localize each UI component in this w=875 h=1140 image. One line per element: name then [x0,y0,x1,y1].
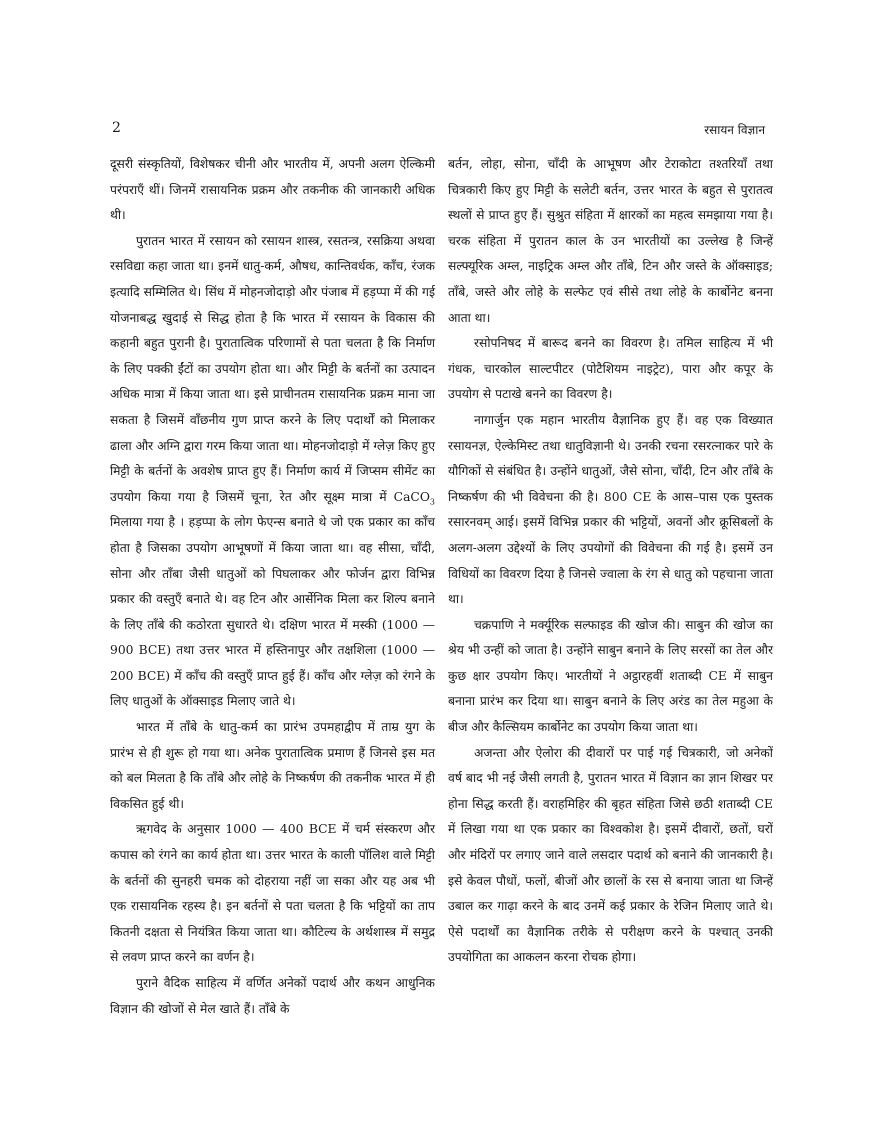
right-column [448,152,773,971]
paragraph-text: मिलाया गया है । हड़प्पा के लोग फेएन्स बनाते थे जो एक प्रकार का काँच होता है जिसका उपयोग आभूषणों में किया जाता था। वह सीसा, चाँदी, सोना और ताँबा जैसी धातुओं को पिघलाकर और फोर्जन द्वारा विभिन्न प्रकार की वस्तुएँ बनाते थे। वह टिन और आर्सेनिक मिला कर शिल्प बनाने के लिए ताँबे की कठोरता सुधारते थे। दक्षिण भारत में मस्की (1000 — 900 BCE) तथा उत्तर भारत में हस्तिनापुर और तक्षशिला (1000 — 200 BCE) में काँच की वस्तुएँ प्राप्त हुई हैं। काँच और ग्लेज़ को रंगने के लिए धातुओं के ऑक्साइड मिलाए जाते थे। [110,515,435,709]
paragraph: पुराने वैदिक साहित्य में वर्णित अनेकों पदार्थ और कथन आधुनिक विज्ञान की खोजों से मेल खाते हैं। ताँबे के [110,976,435,1016]
paragraph: नागार्जुन एक महान भारतीय वैज्ञानिक हुए हैं। वह एक विख्यात रसायनज्ञ, ऐल्केमिस्ट तथा धातुविज्ञानी थे। उनकी रचना रसरत्नाकर पारे के यौगिकों से संबंधित है। उन्होंने धातुओं, जैसे सोना, चाँदी, टिन और ताँबे के निष्कर्षण की भी विवेचना की है। 800 CE के आस–पास एक पुस्तक रसारनवम् आई। इसमें विभिन्न प्रकार की भट्टियों, अवनों और क्रूसिबलों के अलग-अलग उद्देश्यों के लिए उपयोगों की विवेचना की गई है। इसमें उन विधियों का विवरण दिया है जिनसे ज्वाला के रंग से धातु को पहचाना जाता था। [448,412,774,607]
paragraph-text: पुरातन भारत में रसायन को रसायन शास्त्र, रसतन्त्र, रसक्रिया अथवा रसविद्या कहा जाता था। इनमें धातु-कर्म, औषध, कान्तिवर्धक, काँच, रंजक इत्यादि सम्मिलित थे। सिंध में मोहनजोदाड़ो और पंजाब में हड़प्पा में की गई योजनाबद्ध खुदाई से सिद्ध होता है कि भारत में रसायन के विकास की कहानी बहुत पुरानी है। पुरातात्विक परिणामों से पता चलता है कि निर्माण के लिए पक्की ईंटों का उपयोग होता था। और मिट्टी के बर्तनों का उत्पादन अधिक मात्रा में किया जाता था। इसे प्राचीनतम रासायनिक प्रक्रम माना जा सकता है जिसमें वाँछनीय गुण प्राप्त करने के लिए पदार्थों को मिलाकर ढाला और अग्नि द्वारा गरम किया जाता था। मोहनजोदाड़ो में ग्लेज़ किए हुए मिट्टी के बर्तनों के अवशेष प्राप्त हुए हैं। निर्माण कार्य में जिप्सम सीमेंट का उपयोग किया गया है जिसमें चूना, रेत और सूक्ष्म मात्रा में [110,233,435,504]
paragraph: दूसरी संस्कृतियों, विशेषकर चीनी और भारतीय में, अपनी अलग ऐल्किमी परंपराएँ थीं। जिनमें रासायनिक प्रक्रम और तकनीक की जानकारी अधिक थी। [110,157,435,223]
running-title: रसायन विज्ञान [704,123,765,137]
left-column [110,152,435,1022]
chemical-formula: CaCO$_3$ [393,489,435,507]
page-number: 2 [112,120,121,136]
paragraph: बर्तन, लोहा, सोना, चाँदी के आभूषण और टेराकोटा तश्तरियाँ तथा चित्रकारी किए हुए मिट्टी के सलेटी बर्तन, उत्तर भारत के बहुत से पुरातत्व स्थलों से प्राप्त हुए हैं। सुश्रुत संहिता में क्षारकों का महत्व समझाया गया है। चरक संहिता में पुरातन काल के उन भारतीयों का उल्लेख है जिन्हें सल्फ्यूरिक अम्ल, नाइट्रिक अम्ल और ताँबे, टिन और जस्ते के ऑक्साइड; ताँबे, जस्ते और लोहे के सल्फेट एवं सीसे तथा लोहे के कार्बोनेट बनना आता था। [448,157,773,325]
paragraph [110,229,435,715]
paragraph: अजन्ता और ऐलोरा की दीवारों पर पाई गई चित्रकारी, जो अनेकों वर्ष बाद भी नई जैसी लगती है, पुरातन भारत में विज्ञान का ज्ञान शिखर पर होना सिद्ध करती हैं। वराहमिहिर की बृहत संहिता जिसे छठी शताब्दी CE में लिखा गया था एक प्रकार का विश्वकोश है। इसमें दीवारों, छतों, घरों और मंदिरों पर लगाए जाने वाले लसदार पदार्थ को बनाने की जानकारी है। इसे केवल पौधों, फलों, बीजों और छालों के रस से बनाया जाता था जिन्हें उबाल कर गाढ़ा करने के बाद उनमें कई प्रकार के रेजिन मिलाए जाते थे। ऐसे पदार्थों का वैज्ञानिक तरीके से परीक्षण करने के पश्चात् उनकी उपयोगिता का आकलन करना रोचक होगा। [448,745,773,965]
paragraph: चक्रपाणि ने मर्क्यूरिक सल्फाइड की खोज की। साबुन की खोज का श्रेय भी उन्हीं को जाता है। उन्होंने साबुन बनाने के लिए सरसों का तेल और कुछ क्षार उपयोग किए। भारतीयों ने अट्ठारहवीं शताब्दी CE में साबुन बनाना प्रारंभ कर दिया था। साबुन बनाने के लिए अरंड का तेल महुआ के बीज और कैल्सियम कार्बोनेट का उपयोग किया जाता था। [448,617,773,735]
paragraph: ऋगवेद के अनुसार 1000 — 400 BCE में चर्म संस्करण और कपास को रंगने का कार्य होता था। उत्तर भारत के काली पॉलिश वाले मिट्टी के बर्तनों की सुनहरी चमक को दोहराया नहीं जा सका और यह अब भी एक रासायनिक रहस्य है। इन बर्तनों से पता चलता है कि भट्टियों का ताप कितनी दक्षता से नियंत्रित किया जाता था। कौटिल्य के अर्थशास्त्र में समुद्र से लवण प्राप्त करने का वर्णन है। [110,822,435,965]
paragraph: रसोपनिषद में बारूद बनने का विवरण है। तमिल साहित्य में भी गंधक, चारकोल साल्टपीटर (पोटैशियम नाइट्रेट), पारा और कपूर के उपयोग से पटाखे बनने का विवरण है। [448,336,773,402]
paragraph: भारत में ताँबे के धातु-कर्म का प्रारंभ उपमहाद्वीप में ताम्र युग के प्रारंभ से ही शुरू हो गया था। अनेक पुरातात्विक प्रमाण हैं जिनसे इस मत को बल मिलता है कि ताँबे और लोहे के निष्कर्षण की तकनीक भारत में ही विकसित हुई थी। [110,720,435,811]
